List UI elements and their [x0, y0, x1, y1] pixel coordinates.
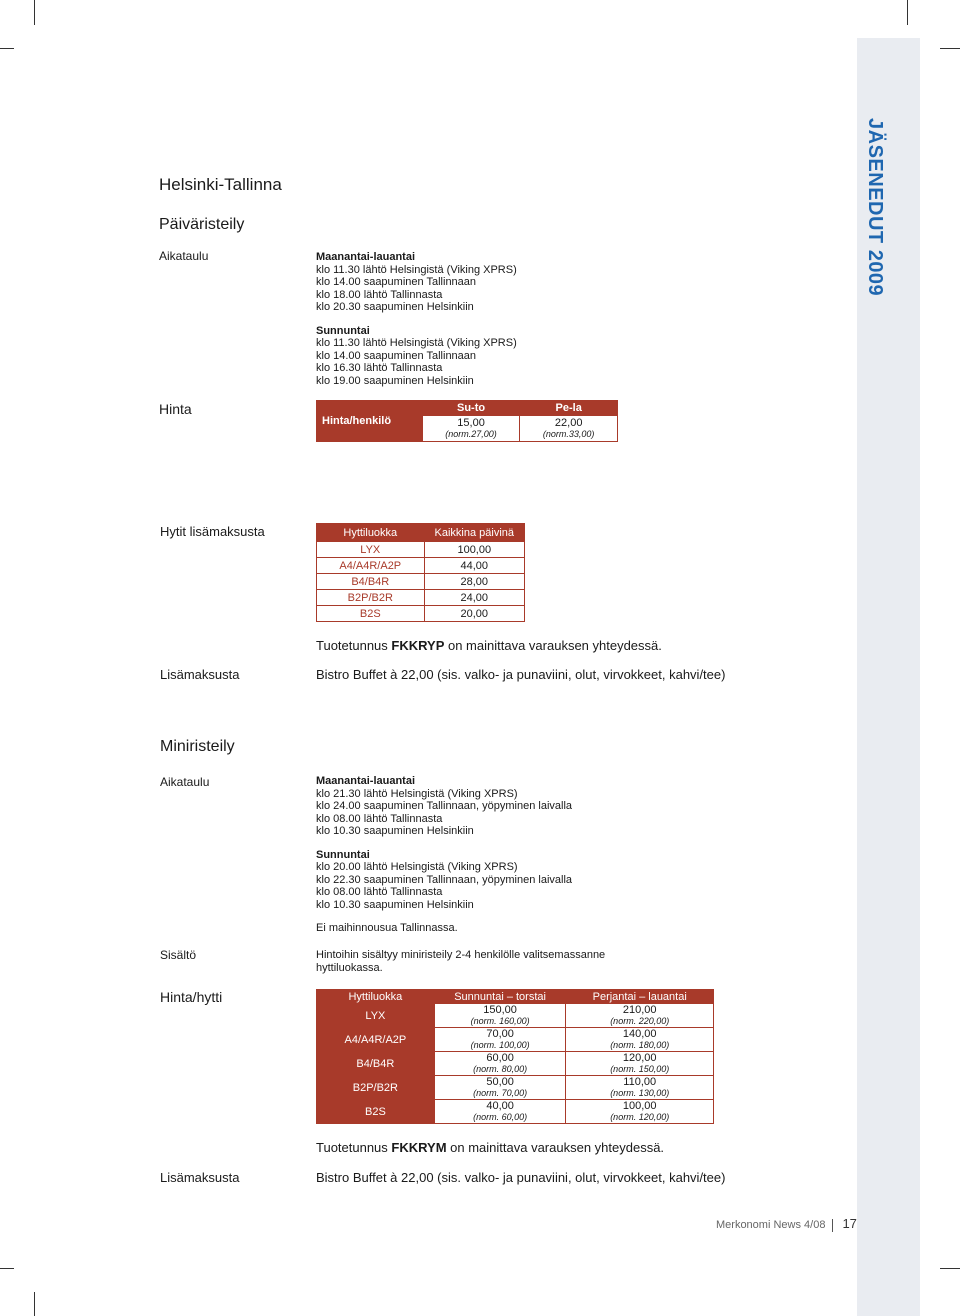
- mini-price-cell: 110,00 (norm. 130,00): [566, 1076, 714, 1100]
- page-footer: [716, 1216, 857, 1232]
- mini-price-cell: 120,00 (norm. 150,00): [566, 1052, 714, 1076]
- cabin-class: B2P/B2R: [317, 590, 425, 606]
- extra-label: Lisämaksusta: [160, 667, 240, 682]
- contents-text: Hintoihin sisältyy miniristeily 2-4 henkilölle valitsemassanne hyttiluokassa.: [316, 949, 606, 974]
- mini-price-cell: 40,00 (norm. 60,00): [434, 1100, 566, 1124]
- mini-cruise-title: Miniristeily: [160, 738, 235, 755]
- extra-text: Bistro Buffet à 22,00 (sis. valko- ja punaviini, olut, virvokkeet, kahvi/tee): [316, 1170, 726, 1185]
- cabins-col-header: Kaikkina päivinä: [424, 524, 524, 542]
- side-band-title: JÄSENEDUT 2009: [864, 118, 886, 297]
- cabin-price: 20,00: [424, 606, 524, 622]
- schedule-line: klo 14.00 saapuminen Tallinnaan: [316, 276, 477, 288]
- price-row-header: Hinta/henkilö: [317, 401, 423, 442]
- cabin-price: 28,00: [424, 574, 524, 590]
- crop-mark: [0, 48, 14, 49]
- page-number: 17: [842, 1216, 857, 1231]
- schedule-line: klo 10.30 saapuminen Helsinkiin: [316, 898, 474, 911]
- mini-cabin-class: LYX: [317, 1004, 435, 1028]
- schedule-label: Aikataulu: [160, 775, 210, 789]
- cabins-col-header: Hyttiluokka: [317, 524, 425, 542]
- cabin-class: B4/B4R: [317, 574, 425, 590]
- schedule-label: Aikataulu: [159, 249, 209, 263]
- mini-cabin-class: B2S: [317, 1100, 435, 1124]
- mini-price-cell: 150,00 (norm. 160,00): [434, 1004, 566, 1028]
- mini-col-header: Perjantai – lauantai: [566, 990, 714, 1004]
- mini-cruise-schedule: [316, 775, 572, 935]
- cabins-table: [316, 523, 525, 622]
- schedule-line: klo 08.00 lähtö Tallinnasta: [316, 812, 443, 825]
- schedule-weekdays-heading: Maanantai-lauantai: [316, 775, 416, 787]
- price-cell: 15,00 (norm.27,00): [422, 416, 520, 442]
- mini-price-cell: 210,00 (norm. 220,00): [566, 1004, 714, 1028]
- contents-label: Sisältö: [160, 948, 197, 962]
- cabin-class: LYX: [317, 542, 425, 558]
- cabin-class: B2S: [317, 606, 425, 622]
- footer-divider: [832, 1219, 833, 1232]
- schedule-line: klo 21.30 lähtö Helsingistä (Viking XPRS): [316, 787, 518, 800]
- product-code-note: Tuotetunnus FKKRYM on mainittava varauksen yhteydessä.: [316, 1140, 665, 1155]
- schedule-line: klo 10.30 saapuminen Helsinkiin: [316, 825, 474, 837]
- route-title: Helsinki-Tallinna: [159, 175, 282, 194]
- schedule-spacer: [316, 838, 572, 849]
- crop-mark: [907, 0, 908, 25]
- schedule-line: klo 14.00 saapuminen Tallinnaan: [316, 349, 477, 362]
- schedule-weekdays-heading: Maanantai-lauantai: [316, 251, 416, 263]
- schedule-line: klo 20.00 lähtö Helsingistä (Viking XPRS): [316, 861, 518, 873]
- schedule-line: klo 11.30 lähtö Helsingistä (Viking XPRS): [316, 263, 517, 276]
- price-label: Hinta: [159, 401, 192, 417]
- mini-price-cell: 70,00 (norm. 100,00): [434, 1028, 566, 1052]
- crop-mark: [34, 1292, 35, 1316]
- cabins-label: Hytit lisämaksusta: [160, 524, 265, 539]
- crop-mark: [34, 0, 35, 25]
- schedule-line: klo 18.00 lähtö Tallinnasta: [316, 288, 443, 301]
- mini-price-table: [316, 989, 714, 1124]
- cabin-price: 100,00: [424, 542, 524, 558]
- price-col-header: Pe-la: [520, 401, 618, 416]
- schedule-line: klo 24.00 saapuminen Tallinnaan, yöpyminen laivalla: [316, 800, 573, 812]
- mini-cabin-class: B2P/B2R: [317, 1076, 435, 1100]
- schedule-sunday-heading: Sunnuntai: [316, 848, 370, 861]
- crop-mark: [940, 1268, 960, 1269]
- cabin-price: 24,00: [424, 590, 524, 606]
- schedule-sunday-heading: Sunnuntai: [316, 324, 370, 337]
- day-cruise-schedule: [316, 251, 517, 387]
- schedule-line: klo 11.30 lähtö Helsingistä (Viking XPRS): [316, 337, 517, 349]
- schedule-line: klo 08.00 lähtö Tallinnasta: [316, 886, 443, 898]
- schedule-line: klo 22.30 saapuminen Tallinnaan, yöpyminen laivalla: [316, 873, 573, 886]
- mini-price-cell: 60,00 (norm. 80,00): [434, 1052, 566, 1076]
- schedule-spacer: [316, 911, 572, 922]
- product-code: FKKRYM: [391, 1140, 447, 1155]
- publication-name: Merkonomi News 4/08: [716, 1219, 826, 1231]
- mini-col-header: Hyttiluokka: [317, 990, 435, 1004]
- cabin-price: 44,00: [424, 558, 524, 574]
- mini-col-header: Sunnuntai – torstai: [434, 990, 566, 1004]
- product-code: FKKRYP: [391, 638, 445, 653]
- extra-text: Bistro Buffet à 22,00 (sis. valko- ja punaviini, olut, virvokkeet, kahvi/tee): [316, 667, 726, 682]
- schedule-line: klo 20.30 saapuminen Helsinkiin: [316, 301, 474, 313]
- crop-mark: [940, 48, 960, 49]
- crop-mark: [0, 1268, 14, 1269]
- schedule-spacer: [316, 314, 517, 325]
- day-cruise-title: Päiväristeily: [159, 216, 245, 233]
- extra-label: Lisämaksusta: [160, 1170, 240, 1185]
- price-cell: 22,00 (norm.33,00): [520, 416, 618, 442]
- mini-cabin-class: A4/A4R/A2P: [317, 1028, 435, 1052]
- product-code-note: Tuotetunnus FKKRYP on mainittava varauksen yhteydessä.: [316, 638, 662, 653]
- mini-price-cell: 100,00 (norm. 120,00): [566, 1100, 714, 1124]
- price-col-header: Su-to: [422, 401, 520, 416]
- cabin-class: A4/A4R/A2P: [317, 558, 425, 574]
- schedule-line: klo 16.30 lähtö Tallinnasta: [316, 362, 443, 374]
- mini-price-cell: 50,00 (norm. 70,00): [434, 1076, 566, 1100]
- schedule-note: Ei maihinnousua Tallinnassa.: [316, 922, 458, 934]
- schedule-line: klo 19.00 saapuminen Helsinkiin: [316, 374, 474, 387]
- mini-cabin-class: B4/B4R: [317, 1052, 435, 1076]
- day-price-table: [316, 400, 618, 442]
- mini-price-cell: 140,00 (norm. 180,00): [566, 1028, 714, 1052]
- price-per-cabin-label: Hinta/hytti: [160, 989, 223, 1005]
